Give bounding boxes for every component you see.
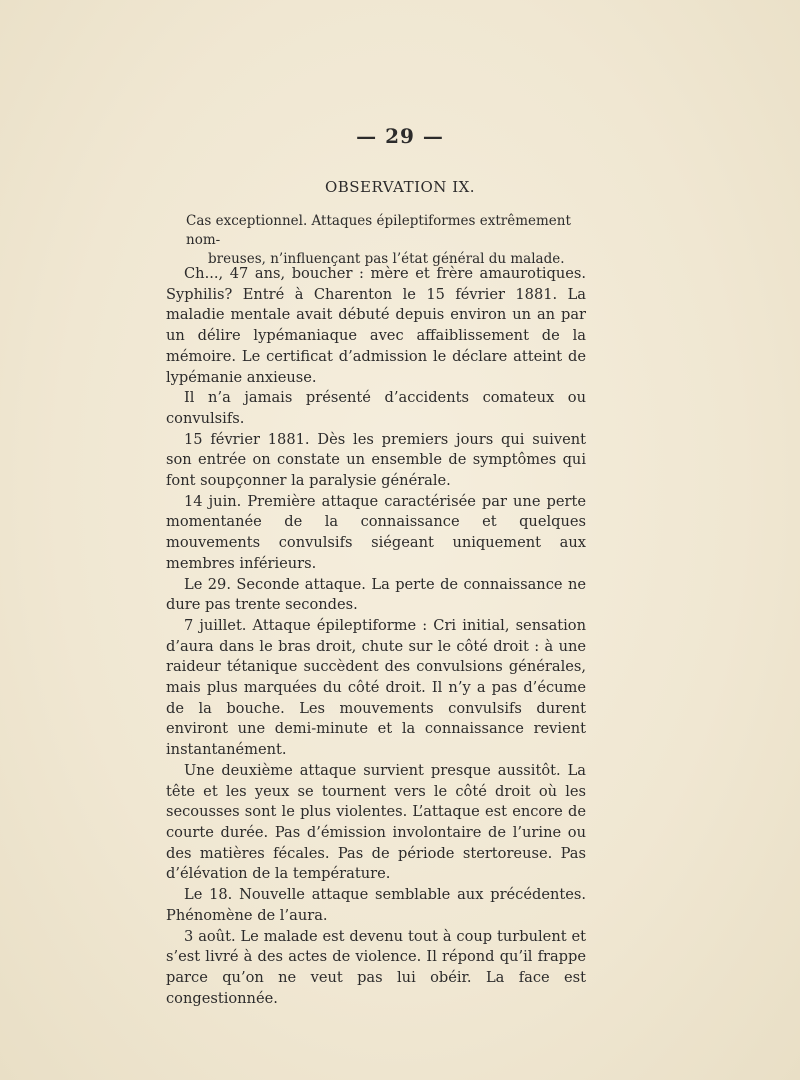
page-number: — 29 — [356,124,444,148]
observation-body [166,264,586,1009]
observation-summary [186,212,606,269]
paragraph-15-fevrier: 15 février 1881. Dès les premiers jours qui suivent son entrée on constate un ensemble de symptômes qui font soupçonner la paralysie générale. [166,430,586,490]
paragraph-case-history: Ch..., 47 ans, boucher : mère et frère amaurotiques. Syphilis? Entré à Charenton le 15 février 1881. La maladie mentale avait débuté depuis environ un an par un délire lypémaniaque avec affaiblissement de la mémoire. Le certificat d’admission le déclare atteint de lypémanie anxieuse. [166,265,586,386]
paragraph-7-juillet: 7 juillet. Attaque épileptiforme : Cri initial, sensation d’aura dans le bras droit, chute sur le côté droit : à une raideur tétanique succèdent des convulsions générales, mais plus marquées du côté droit. Il n’y a pas d’écume de la bouche. Les mouvements convulsifs durent environt une demi-minute et la connaissance revient instantanément. [166,616,586,759]
paragraph-3-aout: 3 août. Le malade est devenu tout à coup turbulent et s’est livré à des actes de violence. Il répond qu’il frappe parce qu’on ne veut pas lui obéir. La face est congestionnée. [166,927,586,1007]
paragraph-le-18: Le 18. Nouvelle attaque semblable aux précédentes. Phénomène de l’aura. [166,886,586,924]
observation-title: OBSERVATION IX. [324,178,476,196]
paragraph-le-29: Le 29. Seconde attaque. La perte de connaissance ne dure pas trente secondes. [166,575,586,614]
summary-line-1: Cas exceptionnel. Attaques épileptiformes extrêmement nom- [186,213,571,248]
summary-line-2: breuses, n’influençant pas l’état général du malade. [208,251,565,267]
paragraph-no-prior-accidents: Il n’a jamais présenté d’accidents comateux ou convulsifs. [166,389,586,427]
paragraph-14-juin: 14 juin. Première attaque caractérisée par une perte momentanée de la connaissance et quelques mouvements convulsifs siégeant uniquement aux membres inférieurs. [166,492,586,572]
paragraph-deuxieme-attaque: Une deuxième attaque survient presque aussitôt. La tête et les yeux se tournent vers le côté droit où les secousses sont le plus violentes. L’attaque est encore de courte durée. Pas d’émission involontaire de l’urine ou des matières fécales. Pas de période stertoreuse. Pas d’élévation de la température. [166,761,586,883]
